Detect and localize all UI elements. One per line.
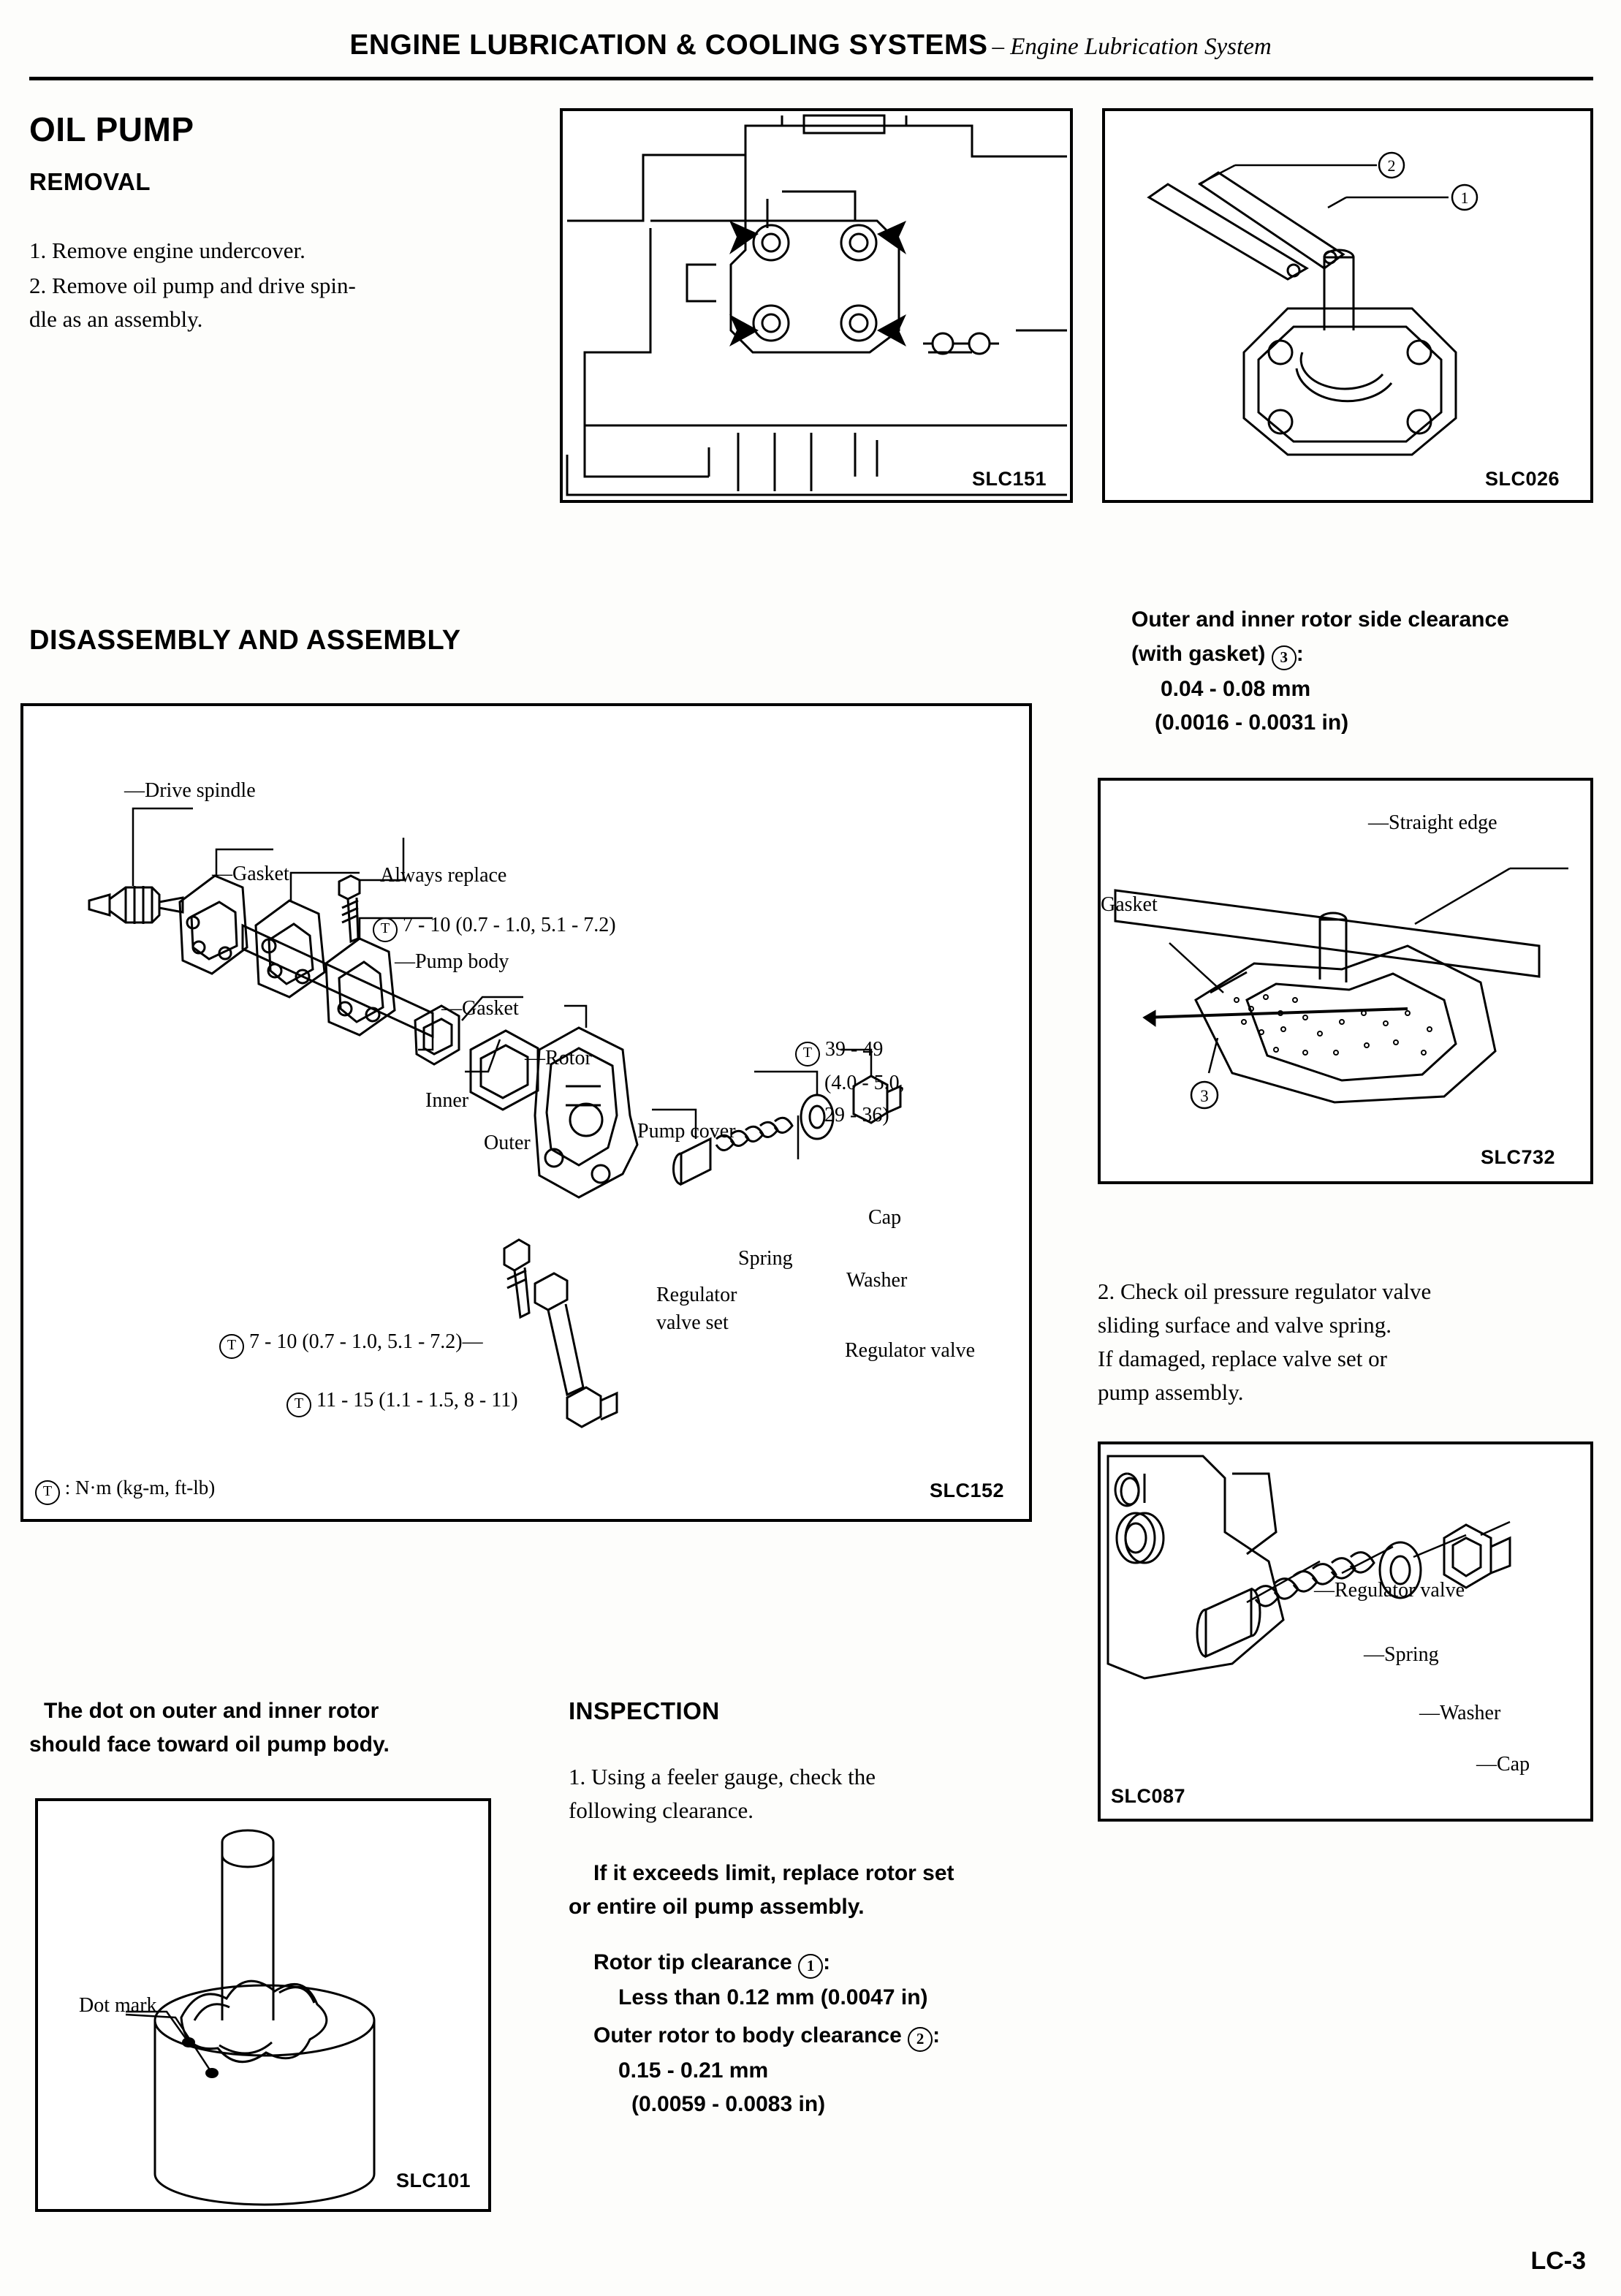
torque-2-line3: 29 - 36) bbox=[824, 1104, 889, 1126]
header-subtitle: – Engine Lubrication System bbox=[992, 34, 1272, 60]
torque-symbol-icon-4: T bbox=[286, 1393, 311, 1417]
svg-text:1: 1 bbox=[1460, 189, 1469, 207]
torque-units-note bbox=[35, 1477, 215, 1505]
dot-note-line1: The dot on outer and inner rotor bbox=[44, 1699, 379, 1723]
side-clearance-colon: : bbox=[1296, 642, 1304, 666]
svg-text:2: 2 bbox=[1387, 156, 1396, 175]
removal-step-1: 1. Remove engine undercover. bbox=[29, 238, 305, 263]
label-pump-body-text: Pump body bbox=[415, 950, 509, 973]
label-gasket-slc732: Gasket bbox=[1101, 893, 1158, 916]
label-drive-spindle: —Drive spindle bbox=[124, 779, 256, 802]
label-always-replace: Always replace bbox=[380, 864, 507, 887]
torque-1 bbox=[373, 914, 616, 942]
label-pump-body: —Pump body bbox=[395, 950, 509, 973]
torque-units-text: : N·m (kg-m, ft-lb) bbox=[64, 1477, 216, 1499]
label-regulator-valve-slc087-text: Regulator valve bbox=[1335, 1579, 1465, 1602]
rotor-tip-clearance-label bbox=[593, 1946, 1105, 1979]
torque-2-line1 bbox=[795, 1038, 883, 1066]
figure-slc101-code: SLC101 bbox=[396, 2170, 471, 2191]
dot-note-line2: should face toward oil pump body. bbox=[29, 1732, 390, 1757]
figure-slc026-drawing bbox=[1105, 111, 1590, 500]
outer-rotor-colon: : bbox=[933, 2023, 941, 2047]
side-clearance-in: (0.0016 - 0.0031 in) bbox=[1155, 711, 1349, 735]
figure-slc152-code: SLC152 bbox=[930, 1479, 1005, 1501]
inspection-limit-line2: or entire oil pump assembly. bbox=[569, 1895, 865, 1919]
label-spring-slc087: —Spring bbox=[1364, 1643, 1439, 1666]
inspection-heading: INSPECTION bbox=[569, 1697, 720, 1724]
label-regulator-valve-set-l2: valve set bbox=[656, 1311, 729, 1334]
figure-slc026 bbox=[1102, 108, 1593, 503]
rotor-tip-clearance-text: Rotor tip clearance bbox=[593, 1950, 799, 1974]
removal-heading: REMOVAL bbox=[29, 168, 151, 195]
torque-symbol-icon-5: T bbox=[35, 1480, 60, 1505]
figure-slc732-code: SLC732 bbox=[1481, 1146, 1556, 1168]
header-rule bbox=[29, 77, 1593, 80]
torque-symbol-icon-3: T bbox=[219, 1334, 244, 1359]
outer-rotor-clearance-value2: (0.0059 - 0.0083 in) bbox=[631, 2092, 826, 2116]
label-washer-slc087: —Washer bbox=[1419, 1702, 1501, 1724]
label-washer-slc087-text: Washer bbox=[1440, 1702, 1501, 1724]
label-straight-edge-text: Straight edge bbox=[1389, 811, 1497, 834]
check-valve-line1: 2. Check oil pressure regulator valve bbox=[1098, 1278, 1432, 1304]
label-drive-spindle-text: Drive spindle bbox=[145, 779, 256, 802]
svg-text:3: 3 bbox=[1200, 1087, 1209, 1105]
torque-4 bbox=[286, 1389, 518, 1417]
figure-slc732 bbox=[1098, 778, 1593, 1184]
rotor-tip-clearance-value: Less than 0.12 mm (0.0047 in) bbox=[618, 1985, 928, 2009]
header-title: ENGINE LUBRICATION & COOLING SYSTEMS bbox=[349, 29, 988, 61]
side-clearance-line2 bbox=[1131, 637, 1614, 671]
rotor-tip-colon: : bbox=[823, 1950, 831, 1974]
label-cap-slc087: —Cap bbox=[1476, 1753, 1530, 1776]
figure-slc151 bbox=[560, 108, 1073, 503]
label-cap-slc087-text: Cap bbox=[1497, 1753, 1530, 1776]
callout-1: 1 bbox=[798, 1954, 823, 1979]
torque-3-text: 7 - 10 (0.7 - 1.0, 5.1 - 7.2) bbox=[249, 1330, 463, 1353]
inspection-limit-line1: If it exceeds limit, replace rotor set bbox=[593, 1861, 954, 1885]
callout-2: 2 bbox=[908, 2027, 933, 2052]
figure-slc151-drawing bbox=[563, 111, 1070, 500]
torque-3: T 7 - 10 (0.7 - 1.0, 5.1 - 7.2)— bbox=[219, 1330, 483, 1359]
label-rotor-text: Rotor bbox=[545, 1047, 592, 1069]
label-spring-slc087-text: Spring bbox=[1384, 1643, 1439, 1666]
side-clearance-line2-text: (with gasket) bbox=[1131, 642, 1272, 666]
removal-step-2b: dle as an assembly. bbox=[29, 306, 203, 332]
label-cap: Cap bbox=[868, 1206, 902, 1229]
outer-rotor-clearance-value1: 0.15 - 0.21 mm bbox=[618, 2058, 769, 2083]
label-gasket-2: —Gasket bbox=[441, 997, 519, 1020]
torque-symbol-icon-2: T bbox=[795, 1042, 820, 1066]
check-valve-line2: sliding surface and valve spring. bbox=[1098, 1312, 1392, 1338]
torque-2-l1: 39 - 49 bbox=[825, 1038, 884, 1061]
torque-4-text: 11 - 15 (1.1 - 1.5, 8 - 11) bbox=[316, 1389, 518, 1412]
label-straight-edge: —Straight edge bbox=[1368, 811, 1497, 834]
side-clearance-mm: 0.04 - 0.08 mm bbox=[1161, 677, 1311, 701]
torque-1-text: 7 - 10 (0.7 - 1.0, 5.1 - 7.2) bbox=[403, 914, 616, 936]
check-valve-line4: pump assembly. bbox=[1098, 1379, 1244, 1405]
label-washer: Washer bbox=[846, 1269, 908, 1292]
check-valve-line3: If damaged, replace valve set or bbox=[1098, 1346, 1387, 1371]
label-dot-mark: Dot mark bbox=[79, 1994, 157, 2017]
label-gasket-1-text: Gasket bbox=[232, 863, 289, 885]
inspection-line2: following clearance. bbox=[569, 1797, 754, 1823]
outer-rotor-clearance-label bbox=[593, 2019, 1105, 2053]
page-title: OIL PUMP bbox=[29, 110, 194, 148]
page-header bbox=[0, 29, 1621, 61]
label-regulator-valve: Regulator valve bbox=[845, 1339, 976, 1362]
torque-symbol-icon: T bbox=[373, 917, 398, 942]
figure-slc151-code: SLC151 bbox=[972, 468, 1047, 490]
figure-slc732-drawing bbox=[1101, 781, 1590, 1181]
inspection-line1: 1. Using a feeler gauge, check the bbox=[569, 1764, 876, 1789]
label-outer: Outer bbox=[484, 1132, 531, 1154]
removal-step-2: 2. Remove oil pump and drive spin- bbox=[29, 273, 356, 298]
label-regulator-valve-slc087: —Regulator valve bbox=[1314, 1579, 1465, 1602]
label-inner: Inner bbox=[425, 1089, 469, 1112]
side-clearance-line1: Outer and inner rotor side clearance bbox=[1131, 607, 1509, 632]
label-gasket-1: —Gasket bbox=[212, 863, 289, 885]
label-gasket-2-text: Gasket bbox=[462, 997, 519, 1020]
disassembly-heading: DISASSEMBLY AND ASSEMBLY bbox=[29, 625, 461, 656]
figure-slc026-code: SLC026 bbox=[1485, 468, 1560, 490]
label-rotor: —Rotor bbox=[525, 1047, 592, 1069]
outer-rotor-clearance-text: Outer rotor to body clearance bbox=[593, 2023, 908, 2047]
label-spring: Spring bbox=[738, 1247, 793, 1270]
label-pump-cover: Pump cover bbox=[637, 1120, 736, 1143]
torque-2-line2: (4.0 - 5.0, bbox=[824, 1072, 905, 1094]
callout-3: 3 bbox=[1272, 645, 1297, 670]
label-regulator-valve-set-l1: Regulator bbox=[656, 1284, 737, 1306]
figure-slc087-code: SLC087 bbox=[1111, 1785, 1186, 1807]
page-number: LC-3 bbox=[1530, 2247, 1586, 2275]
